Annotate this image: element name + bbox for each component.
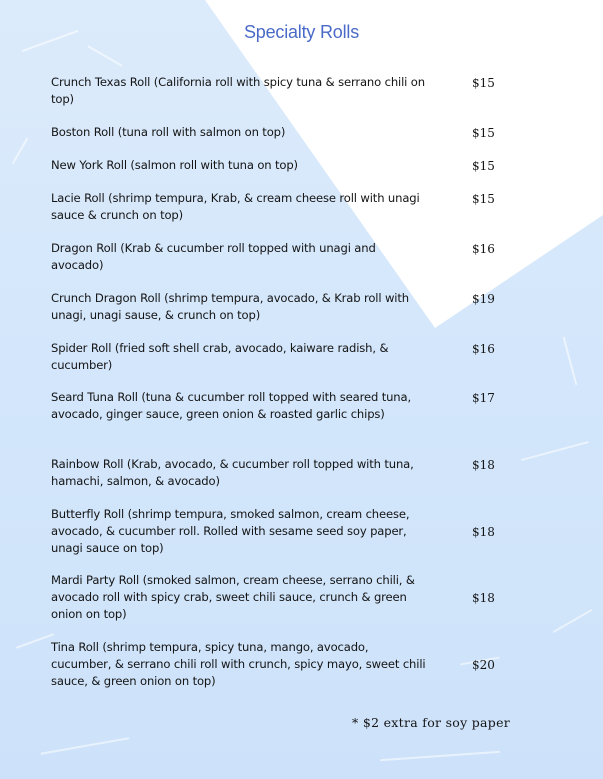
menu-item-description: Rainbow Roll (Krab, avocado, & cucumber roll topped with tuna, hamachi, salmon, & avocado): [51, 457, 414, 488]
menu-item-description: Lacie Roll (shrimp tempura, Krab, & cream cheese roll with unagi sauce & crunch on top): [51, 191, 420, 222]
menu-item-price: $17: [472, 391, 495, 405]
soy-paper-footnote: * $2 extra for soy paper: [352, 715, 511, 730]
menu-item-description: Mardi Party Roll (smoked salmon, cream cheese, serrano chili, & avocado roll with spicy crab, sweet chili sauce, crunch & green onion on top): [51, 573, 415, 621]
menu-item-description: New York Roll (salmon roll with tuna on top): [51, 158, 298, 172]
menu-item-price: $19: [472, 292, 495, 306]
menu-item-description: Crunch Texas Roll (California roll with spicy tuna & serrano chili on top): [51, 75, 425, 106]
menu-item-price: $16: [472, 342, 495, 356]
menu-item-description: Boston Roll (tuna roll with salmon on top): [51, 125, 286, 139]
menu-item-price: $20: [472, 658, 495, 672]
menu-item-price: $18: [472, 458, 495, 472]
menu-item-price: $15: [472, 76, 495, 90]
menu-item-price: $16: [472, 242, 495, 256]
menu-item-price: $15: [472, 159, 495, 173]
menu-item-description: Crunch Dragon Roll (shrimp tempura, avocado, & Krab roll with unagi, unagi sause, & crunch on top): [51, 291, 409, 322]
menu-item-description: Butterfly Roll (shrimp tempura, smoked salmon, cream cheese, avocado, & cucumber roll. Rolled with sesame seed soy paper, unagi sauce on top): [51, 507, 410, 555]
menu-item-description: Seard Tuna Roll (tuna & cucumber roll topped with seared tuna, avocado, ginger sauce, green onion & roasted garlic chips): [51, 390, 411, 421]
menu-item-price: $18: [472, 525, 495, 539]
page-title: Specialty Rolls: [243, 22, 360, 42]
menu-item-price: $15: [472, 192, 495, 206]
menu-item-description: Spider Roll (fried soft shell crab, avocado, kaiware radish, & cucumber): [51, 341, 389, 372]
menu-item-price: $18: [472, 591, 495, 605]
menu-item-description: Dragon Roll (Krab & cucumber roll topped with unagi and avocado): [51, 241, 376, 272]
menu-item-description: Tina Roll (shrimp tempura, spicy tuna, mango, avocado, cucumber, & serrano chili roll with crunch, spicy mayo, sweet chili sauce, & green onion on top): [51, 640, 426, 688]
menu-item-price: $15: [472, 126, 495, 140]
